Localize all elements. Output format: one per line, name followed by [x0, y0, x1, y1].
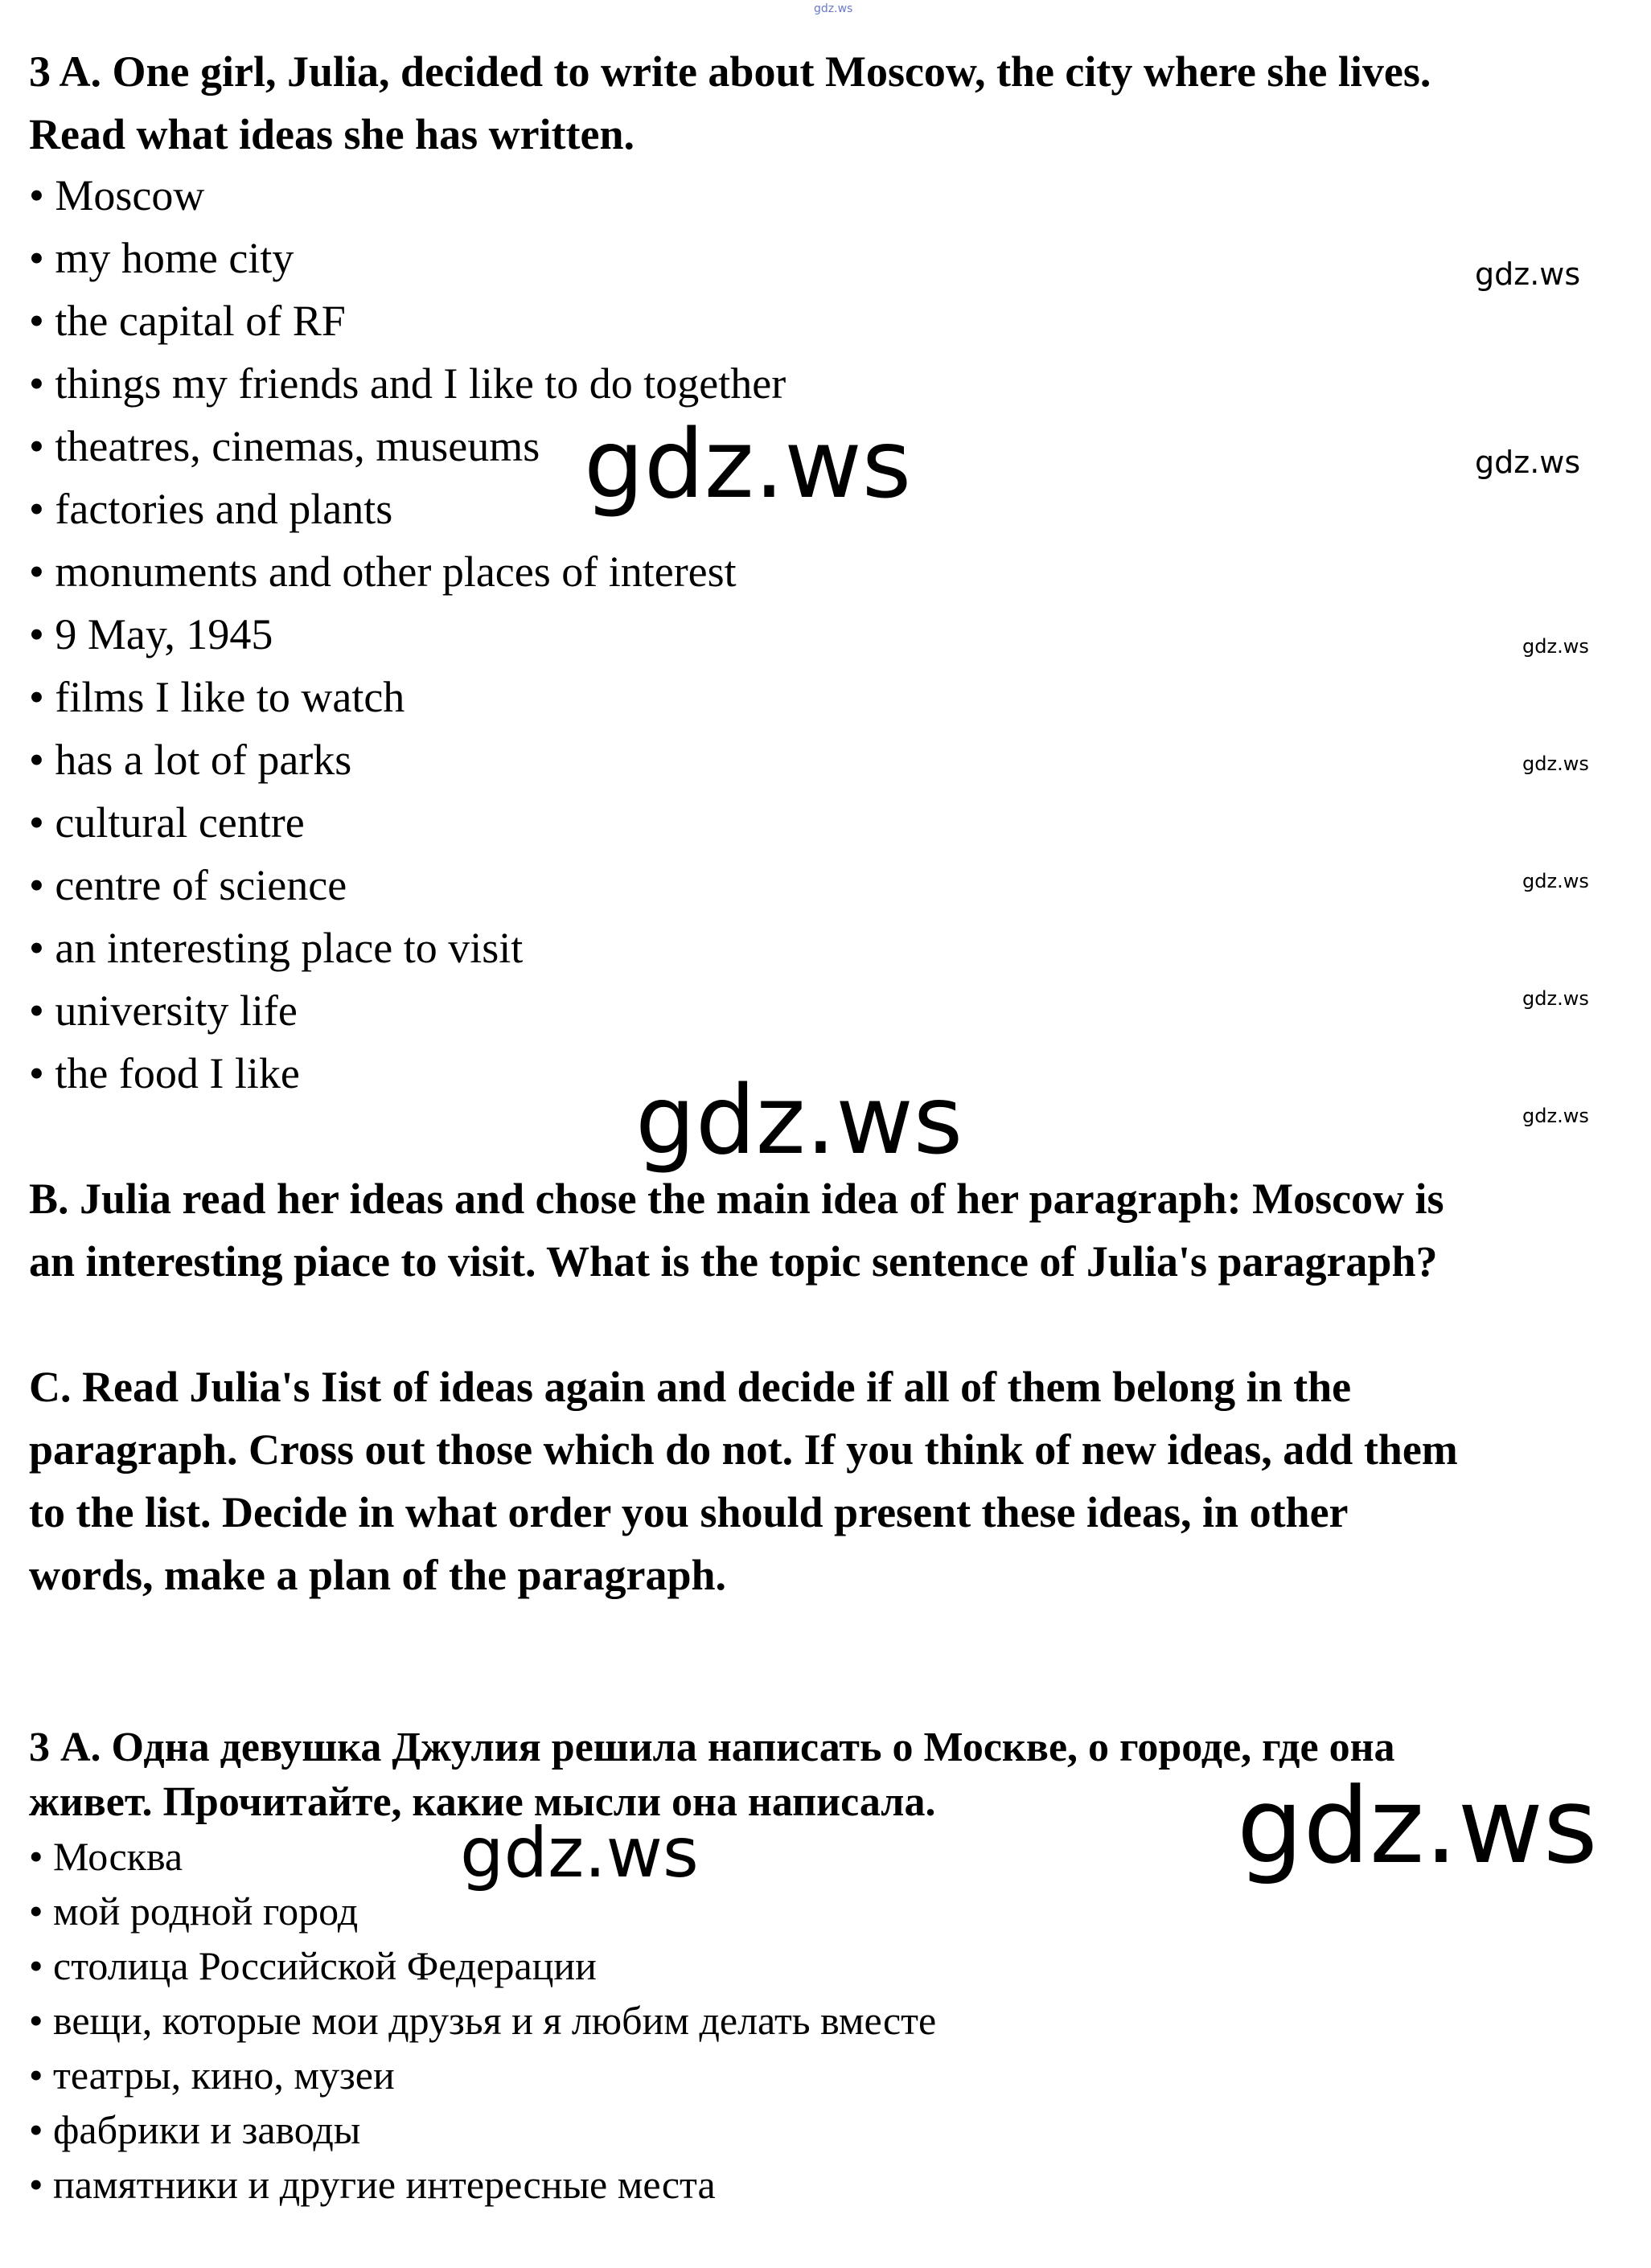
list-item: • столица Российской Федерации [29, 1943, 597, 1988]
part-b-line-2: an interesting piace to visit. What is the topic sentence of Julia's paragraph? [29, 1237, 1438, 1286]
watermark-large: gdz.ws [635, 1064, 963, 1175]
list-item: • фабрики и заводы [29, 2107, 361, 2152]
list-item: • the capital of RF [29, 297, 346, 345]
list-item: • university life [29, 986, 298, 1035]
watermark: gdz.ws [1475, 445, 1581, 480]
watermark: gdz.ws [1522, 1105, 1589, 1127]
list-item: • вещи, которые мои друзья и я любим делать вместе [29, 1998, 937, 2043]
list-item: • театры, кино, музеи [29, 2053, 395, 2098]
list-item: • мой родной город [29, 1889, 359, 1934]
list-item: • has a lot of parks [29, 736, 352, 784]
part-c-line-2: paragraph. Cross out those which do not. If you think of new ideas, add them [29, 1425, 1458, 1474]
watermark-top: gdz.ws [814, 2, 853, 15]
part-c-line-4: words, make a plan of the paragraph. [29, 1551, 727, 1599]
watermark-large: gdz.ws [584, 408, 912, 519]
list-item: • the food I like [29, 1049, 300, 1097]
part-b-line-1: B. Julia read her ideas and chose the main idea of her paragraph: Moscow is [29, 1175, 1444, 1223]
list-item: • theatres, cinemas, museums [29, 422, 540, 470]
part-a-heading-line-2: Read what ideas she has written. [29, 110, 635, 158]
watermark-medium: gdz.ws [460, 1813, 699, 1893]
watermark: gdz.ws [1522, 753, 1589, 775]
watermark: gdz.ws [1522, 635, 1589, 658]
part-a-heading-line-1: 3 A. One girl, Julia, decided to write about Moscow, the city where she lives. [29, 47, 1431, 96]
part-c-line-1: C. Read Julia's Iist of ideas again and decide if all of them belong in the [29, 1363, 1352, 1411]
watermark: gdz.ws [1475, 256, 1581, 292]
list-item: • an interesting place to visit [29, 924, 524, 972]
list-item: • factories and plants [29, 485, 393, 533]
russian-heading-line-2: живет. Прочитайте, какие мысли она написала. [29, 1779, 936, 1825]
list-item: • cultural centre [29, 798, 305, 847]
list-item: • my home city [29, 234, 294, 282]
list-item: • памятники и другие интересные места [29, 2162, 716, 2207]
watermark: gdz.ws [1522, 987, 1589, 1010]
watermark: gdz.ws [1522, 870, 1589, 892]
list-item: • things my friends and I like to do together [29, 359, 786, 408]
list-item: • centre of science [29, 861, 347, 909]
list-item: • 9 May, 1945 [29, 610, 273, 658]
list-item: • Москва [29, 1834, 183, 1879]
watermark-large: gdz.ws [1237, 1765, 1598, 1887]
list-item: • monuments and other places of interest [29, 548, 737, 596]
russian-heading-line-1: 3 А. Одна девушка Джулия решила написать о Москве, о городе, где она [29, 1725, 1395, 1770]
part-c-line-3: to the list. Decide in what order you should present these ideas, in other [29, 1488, 1349, 1536]
list-item: • Moscow [29, 171, 205, 219]
list-item: • films I like to watch [29, 673, 405, 721]
